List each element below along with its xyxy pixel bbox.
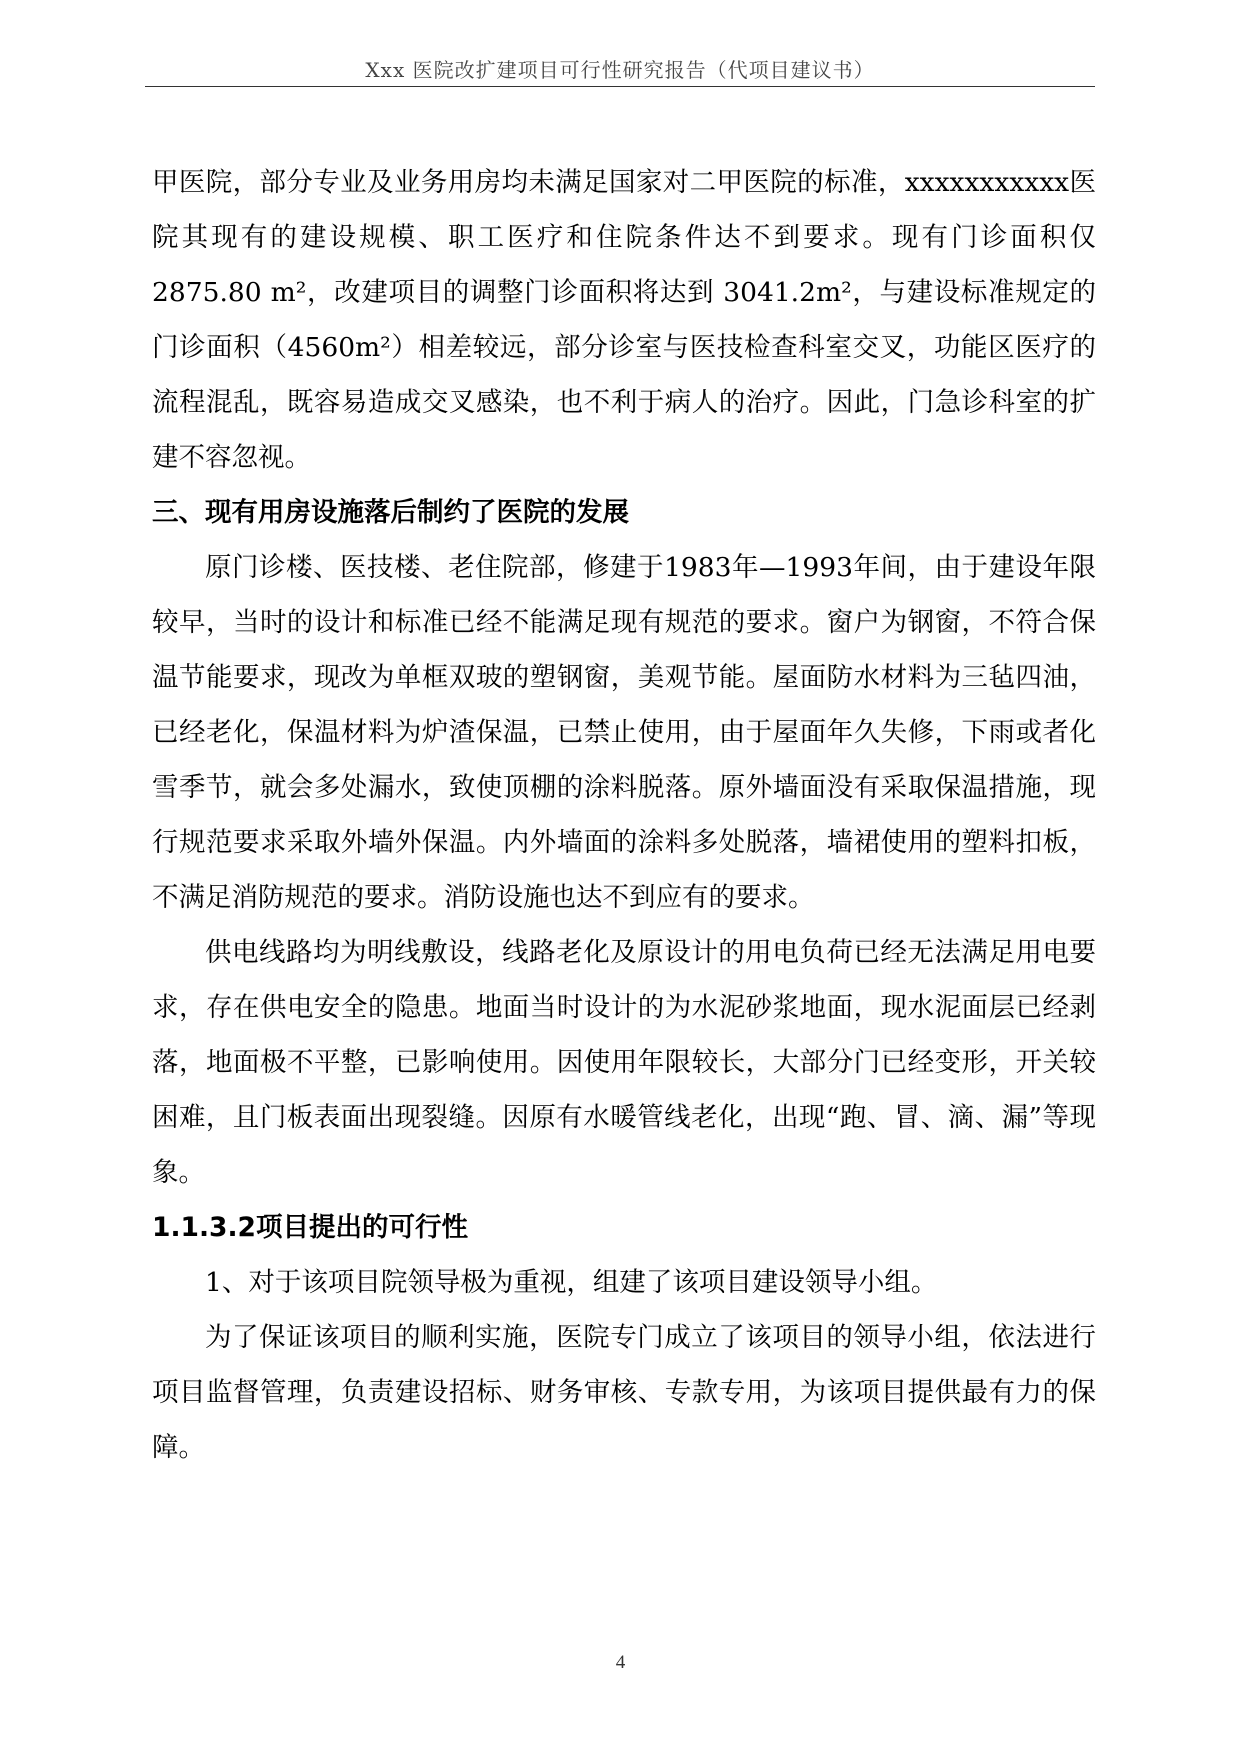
document-body bbox=[152, 155, 1096, 1475]
page-number: 4 bbox=[615, 1652, 626, 1673]
paragraph-2: 原门诊楼、医技楼、老住院部，修建于1983年—1993年间，由于建设年限较早，当时的设计和标准已经不能满足现有规范的要求。窗户为钢窗，不符合保温节能要求，现改为单框双玻的塑钢窗，美观节能。屋面防水材料为三毡四油，已经老化，保温材料为炉渣保温，已禁止使用，由于屋面年久失修，下雨或者化雪季节，就会多处漏水，致使顶棚的涂料脱落。原外墙面没有采取保温措施，现行规范要求采取外墙外保温。内外墙面的涂料多处脱落，墙裙使用的塑料扣板，不满足消防规范的要求。消防设施也达不到应有的要求。 bbox=[152, 552, 1096, 913]
page-header: Xxx 医院改扩建项目可行性研究报告（代项目建议书） bbox=[365, 58, 875, 82]
section-heading-3: 三、现有用房设施落后制约了医院的发展 bbox=[152, 497, 629, 528]
subsection-heading-1-1-3-2: 1.1.3.2项目提出的可行性 bbox=[152, 1212, 468, 1243]
paragraph-3: 供电线路均为明线敷设，线路老化及原设计的用电负荷已经无法满足用电要求，存在供电安全的隐患。地面当时设计的为水泥砂浆地面，现水泥面层已经剥落，地面极不平整，已影响使用。因使用年限较长，大部分门已经变形，开关较困难，且门板表面出现裂缝。因原有水暖管线老化，出现“跑、冒、滴、漏”等现象。 bbox=[152, 937, 1096, 1188]
paragraph-1: 甲医院，部分专业及业务用房均未满足国家对二甲医院的标准，xxxxxxxxxxx医院其现有的建设规模、职工医疗和住院条件达不到要求。现有门诊面积仅 2875.80 m²，改建项目的调整门诊面积将达到 3041.2m²，与建设标准规定的门诊面积（4560m²）相差较远，部分诊室与医技检查科室交叉，功能区医疗的流程混乱，既容易造成交叉感染，也不利于病人的治疗。因此，门急诊科室的扩建不容忽视。 bbox=[152, 167, 1096, 473]
header-divider bbox=[145, 86, 1095, 87]
paragraph-5: 为了保证该项目的顺利实施，医院专门成立了该项目的领导小组，依法进行项目监督管理，负责建设招标、财务审核、专款专用，为该项目提供最有力的保障。 bbox=[152, 1322, 1096, 1463]
paragraph-4: 1、对于该项目院领导极为重视，组建了该项目建设领导小组。 bbox=[205, 1267, 938, 1298]
